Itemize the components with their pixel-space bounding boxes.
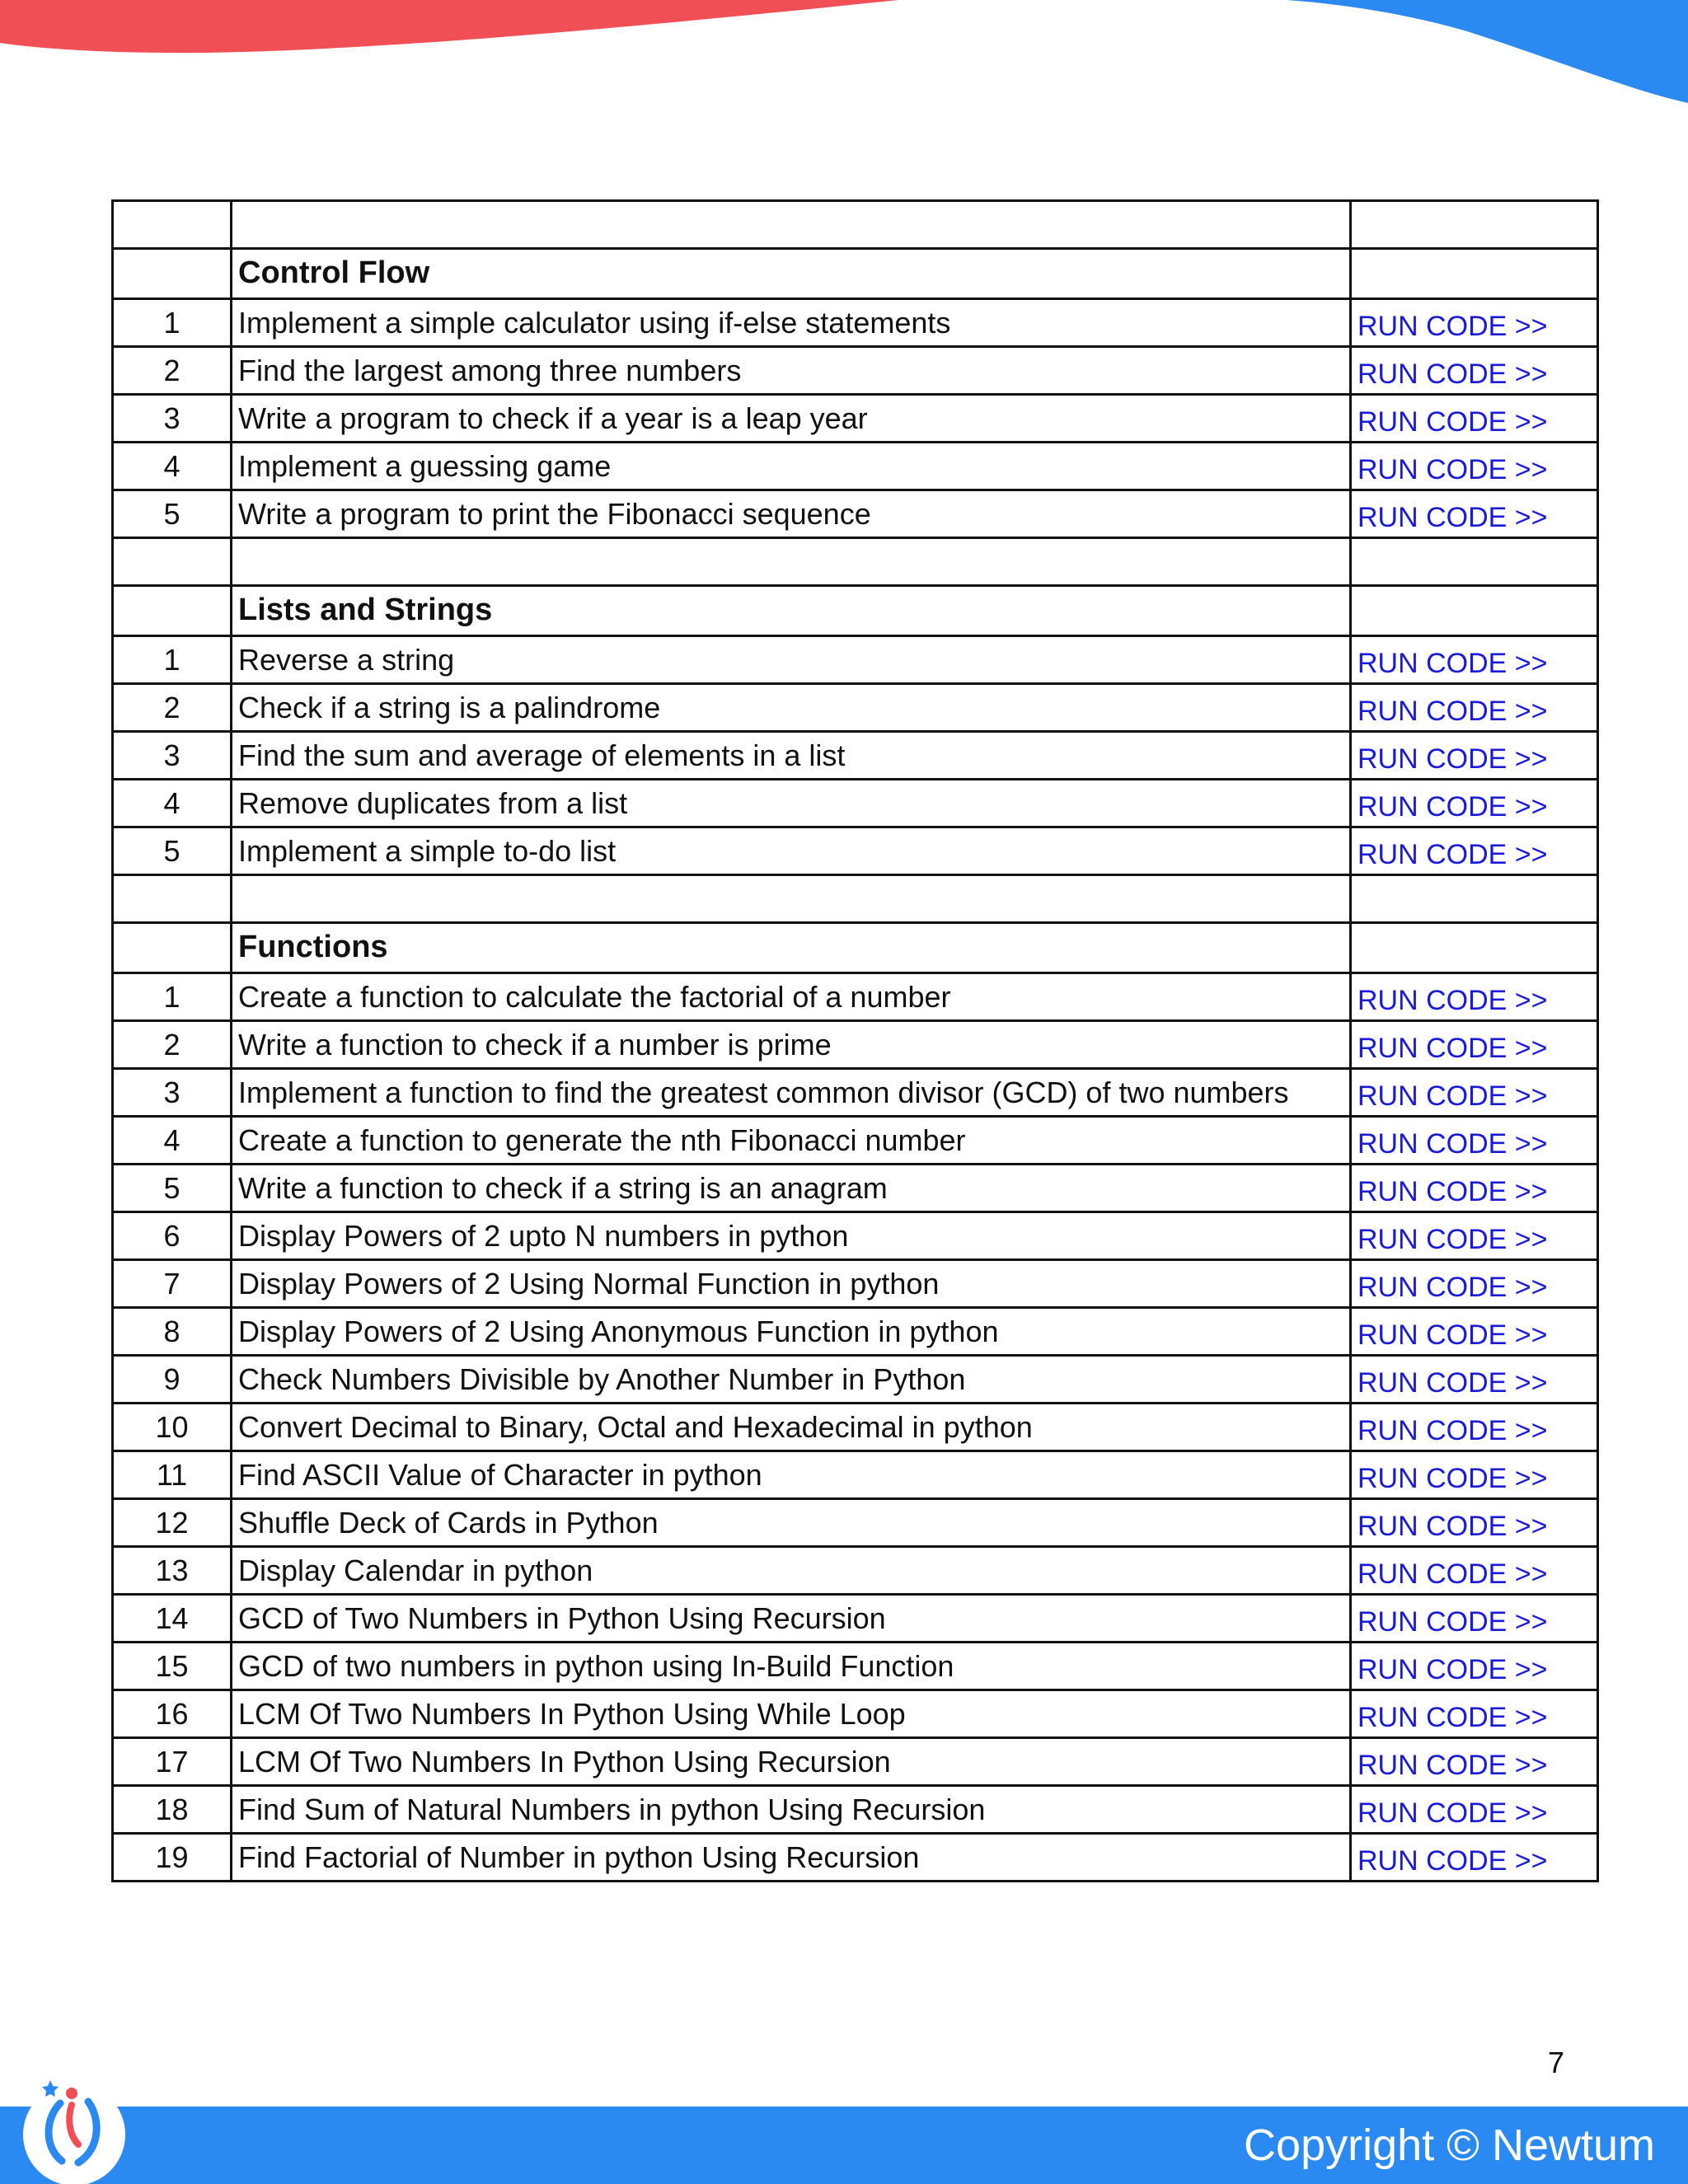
empty-cell: [113, 538, 232, 586]
empty-cell: [1351, 201, 1598, 249]
empty-cell: [1351, 538, 1598, 586]
run-code-link[interactable]: RUN CODE >>: [1357, 696, 1548, 728]
run-code-cell: [1351, 636, 1598, 684]
run-code-link[interactable]: RUN CODE >>: [1357, 1415, 1548, 1447]
item-description: GCD of Two Numbers in Python Using Recursion: [232, 1595, 1351, 1643]
empty-cell: [232, 538, 1351, 586]
run-code-cell: [1351, 1690, 1598, 1738]
run-code-cell: [1351, 1834, 1598, 1882]
table-row: [113, 1021, 1598, 1069]
table-row: [113, 1595, 1598, 1643]
spacer-row: [113, 538, 1598, 586]
run-code-link[interactable]: RUN CODE >>: [1357, 1176, 1548, 1208]
item-description: Check Numbers Divisible by Another Number in Python: [232, 1356, 1351, 1404]
item-description: Write a program to check if a year is a leap year: [232, 395, 1351, 443]
run-code-link[interactable]: RUN CODE >>: [1357, 985, 1548, 1017]
header-wave-decoration: [0, 0, 1688, 115]
page-number: 7: [1548, 2046, 1565, 2079]
run-code-cell: [1351, 1308, 1598, 1356]
run-code-link[interactable]: RUN CODE >>: [1357, 406, 1548, 438]
empty-cell: [113, 875, 232, 923]
run-code-link[interactable]: RUN CODE >>: [1357, 1702, 1548, 1734]
item-description: Reverse a string: [232, 636, 1351, 684]
table-row: [113, 490, 1598, 538]
run-code-link[interactable]: RUN CODE >>: [1357, 1319, 1548, 1352]
run-code-link[interactable]: RUN CODE >>: [1357, 1033, 1548, 1065]
item-description: Display Powers of 2 upto N numbers in python: [232, 1212, 1351, 1260]
run-code-link[interactable]: RUN CODE >>: [1357, 1750, 1548, 1782]
run-code-cell: [1351, 490, 1598, 538]
newtum-logo-icon: [21, 2069, 128, 2184]
run-code-cell: [1351, 827, 1598, 875]
run-code-cell: [1351, 1021, 1598, 1069]
copyright-text: Copyright © Newtum: [1244, 2121, 1655, 2170]
red-wave-shape: [0, 0, 898, 53]
table-row: [113, 299, 1598, 347]
item-number: 5: [113, 490, 232, 538]
table-row: [113, 1308, 1598, 1356]
run-code-cell: [1351, 1547, 1598, 1595]
run-code-link[interactable]: RUN CODE >>: [1357, 1558, 1548, 1591]
item-description: Find the sum and average of elements in a list: [232, 732, 1351, 780]
section-title: Control Flow: [232, 249, 1351, 299]
run-code-cell: [1351, 973, 1598, 1021]
run-code-link[interactable]: RUN CODE >>: [1357, 1654, 1548, 1686]
table-row: [113, 684, 1598, 732]
item-number: 9: [113, 1356, 232, 1404]
item-number: 4: [113, 443, 232, 490]
section-title: Functions: [232, 923, 1351, 973]
run-code-link[interactable]: RUN CODE >>: [1357, 311, 1548, 343]
item-description: LCM Of Two Numbers In Python Using While Loop: [232, 1690, 1351, 1738]
item-description: Display Powers of 2 Using Normal Function in python: [232, 1260, 1351, 1308]
item-number: 2: [113, 347, 232, 395]
run-code-cell: [1351, 1356, 1598, 1404]
run-code-link[interactable]: RUN CODE >>: [1357, 1080, 1548, 1113]
item-description: Implement a function to find the greatest common divisor (GCD) of two numbers: [232, 1069, 1351, 1117]
item-number: 12: [113, 1499, 232, 1547]
item-number: 7: [113, 1260, 232, 1308]
run-code-link[interactable]: RUN CODE >>: [1357, 1128, 1548, 1160]
item-description: Find Sum of Natural Numbers in python Using Recursion: [232, 1786, 1351, 1834]
item-number: 13: [113, 1547, 232, 1595]
item-description: Remove duplicates from a list: [232, 780, 1351, 827]
table-row: [113, 1356, 1598, 1404]
spacer-row: [113, 875, 1598, 923]
item-description: Display Calendar in python: [232, 1547, 1351, 1595]
table-row: [113, 732, 1598, 780]
section-heading-row: [113, 923, 1598, 973]
run-code-link[interactable]: RUN CODE >>: [1357, 1224, 1548, 1256]
table-row: [113, 1834, 1598, 1882]
empty-cell: [113, 201, 232, 249]
empty-cell: [113, 249, 232, 299]
item-description: LCM Of Two Numbers In Python Using Recursion: [232, 1738, 1351, 1786]
run-code-link[interactable]: RUN CODE >>: [1357, 1272, 1548, 1304]
empty-cell: [113, 586, 232, 636]
run-code-link[interactable]: RUN CODE >>: [1357, 1845, 1548, 1877]
item-description: Write a function to check if a number is prime: [232, 1021, 1351, 1069]
table-row: [113, 395, 1598, 443]
table-row: [113, 443, 1598, 490]
item-number: 3: [113, 395, 232, 443]
run-code-cell: [1351, 395, 1598, 443]
run-code-cell: [1351, 1595, 1598, 1643]
item-number: 4: [113, 780, 232, 827]
item-description: Find the largest among three numbers: [232, 347, 1351, 395]
table-row: [113, 1117, 1598, 1165]
blue-wave-shape: [1286, 0, 1688, 103]
table-row: [113, 1212, 1598, 1260]
run-code-cell: [1351, 1499, 1598, 1547]
run-code-cell: [1351, 1643, 1598, 1690]
run-code-link[interactable]: RUN CODE >>: [1357, 1511, 1548, 1543]
run-code-link[interactable]: RUN CODE >>: [1357, 743, 1548, 776]
program-list-table: [111, 199, 1599, 1882]
run-code-cell: [1351, 1738, 1598, 1786]
run-code-cell: [1351, 299, 1598, 347]
item-number: 11: [113, 1451, 232, 1499]
table-row: [113, 1069, 1598, 1117]
table-row: [113, 1260, 1598, 1308]
item-number: 19: [113, 1834, 232, 1882]
empty-cell: [1351, 923, 1598, 973]
run-code-cell: [1351, 1260, 1598, 1308]
table-row: [113, 1690, 1598, 1738]
run-code-cell: [1351, 443, 1598, 490]
empty-cell: [1351, 586, 1598, 636]
run-code-cell: [1351, 1451, 1598, 1499]
table-row: [113, 780, 1598, 827]
item-number: 5: [113, 827, 232, 875]
item-description: Check if a string is a palindrome: [232, 684, 1351, 732]
run-code-cell: [1351, 780, 1598, 827]
empty-cell: [113, 923, 232, 973]
item-number: 2: [113, 1021, 232, 1069]
run-code-link[interactable]: RUN CODE >>: [1357, 1797, 1548, 1830]
table-row: [113, 636, 1598, 684]
item-number: 3: [113, 732, 232, 780]
item-description: Find ASCII Value of Character in python: [232, 1451, 1351, 1499]
run-code-cell: [1351, 1212, 1598, 1260]
table-row: [113, 827, 1598, 875]
item-description: Create a function to generate the nth Fibonacci number: [232, 1117, 1351, 1165]
item-description: Create a function to calculate the factorial of a number: [232, 973, 1351, 1021]
run-code-link[interactable]: RUN CODE >>: [1357, 502, 1548, 534]
item-number: 18: [113, 1786, 232, 1834]
table-row: [113, 1786, 1598, 1834]
run-code-cell: [1351, 1069, 1598, 1117]
run-code-cell: [1351, 732, 1598, 780]
run-code-link[interactable]: RUN CODE >>: [1357, 839, 1548, 871]
item-description: Convert Decimal to Binary, Octal and Hexadecimal in python: [232, 1404, 1351, 1451]
run-code-cell: [1351, 347, 1598, 395]
item-number: 5: [113, 1165, 232, 1212]
empty-cell: [232, 875, 1351, 923]
table-row: [113, 973, 1598, 1021]
item-description: Shuffle Deck of Cards in Python: [232, 1499, 1351, 1547]
item-description: Write a program to print the Fibonacci sequence: [232, 490, 1351, 538]
table-row: [113, 1499, 1598, 1547]
item-number: 14: [113, 1595, 232, 1643]
item-description: Display Powers of 2 Using Anonymous Function in python: [232, 1308, 1351, 1356]
item-number: 1: [113, 973, 232, 1021]
table-row: [113, 1643, 1598, 1690]
run-code-link[interactable]: RUN CODE >>: [1357, 648, 1548, 680]
empty-cell: [1351, 249, 1598, 299]
item-description: GCD of two numbers in python using In-Build Function: [232, 1643, 1351, 1690]
table-row: [113, 1165, 1598, 1212]
run-code-link[interactable]: RUN CODE >>: [1357, 1367, 1548, 1399]
table-body: [113, 201, 1598, 1882]
item-number: 10: [113, 1404, 232, 1451]
item-description: Find Factorial of Number in python Using Recursion: [232, 1834, 1351, 1882]
item-number: 2: [113, 684, 232, 732]
item-number: 17: [113, 1738, 232, 1786]
section-heading-row: [113, 586, 1598, 636]
item-number: 1: [113, 299, 232, 347]
item-number: 16: [113, 1690, 232, 1738]
run-code-link[interactable]: RUN CODE >>: [1357, 1606, 1548, 1638]
run-code-link[interactable]: RUN CODE >>: [1357, 359, 1548, 391]
run-code-cell: [1351, 1165, 1598, 1212]
table-row: [113, 347, 1598, 395]
table-row: [113, 1547, 1598, 1595]
item-number: 4: [113, 1117, 232, 1165]
spacer-row: [113, 201, 1598, 249]
run-code-link[interactable]: RUN CODE >>: [1357, 791, 1548, 823]
item-description: Implement a simple to-do list: [232, 827, 1351, 875]
empty-cell: [1351, 875, 1598, 923]
section-title: Lists and Strings: [232, 586, 1351, 636]
item-description: Implement a guessing game: [232, 443, 1351, 490]
item-number: 15: [113, 1643, 232, 1690]
section-heading-row: [113, 249, 1598, 299]
run-code-cell: [1351, 1117, 1598, 1165]
item-number: 1: [113, 636, 232, 684]
run-code-link[interactable]: RUN CODE >>: [1357, 454, 1548, 486]
item-number: 8: [113, 1308, 232, 1356]
item-description: Write a function to check if a string is an anagram: [232, 1165, 1351, 1212]
run-code-link[interactable]: RUN CODE >>: [1357, 1463, 1548, 1495]
run-code-cell: [1351, 684, 1598, 732]
table-row: [113, 1404, 1598, 1451]
empty-cell: [232, 201, 1351, 249]
item-number: 6: [113, 1212, 232, 1260]
run-code-cell: [1351, 1404, 1598, 1451]
run-code-cell: [1351, 1786, 1598, 1834]
item-number: 3: [113, 1069, 232, 1117]
table-row: [113, 1451, 1598, 1499]
table-row: [113, 1738, 1598, 1786]
item-description: Implement a simple calculator using if-else statements: [232, 299, 1351, 347]
